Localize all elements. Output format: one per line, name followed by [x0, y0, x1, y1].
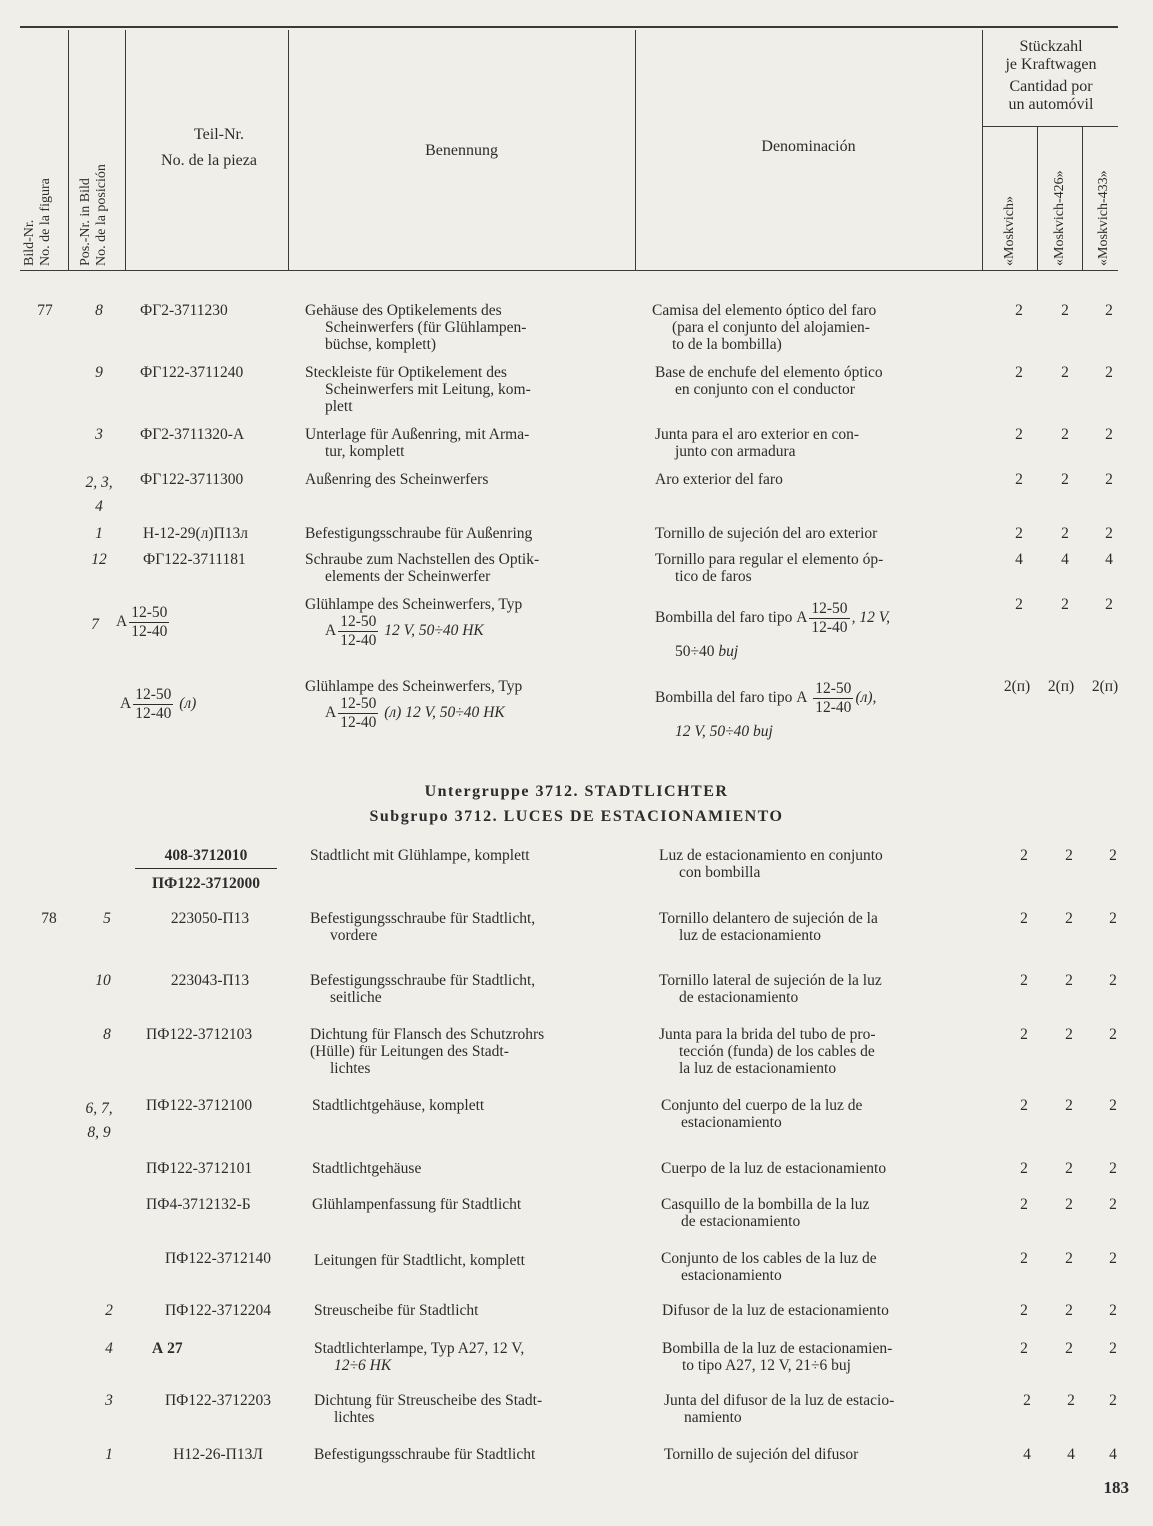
part-number: Н12-26-П13Л [173, 1446, 263, 1463]
qty-moskvich-433: 4 [1109, 1446, 1117, 1463]
description-es: Tornillo lateral de sujeción de la luz de estacionamiento [659, 972, 882, 1006]
part-number: ПФ4-3712132-Б [146, 1196, 251, 1213]
description-de: Glühlampe des Scheinwerfers, Typ А $\frac{12-50}{12-40}$ 12 V, 50÷40 НК [305, 596, 523, 649]
qty-moskvich-426: 2 [1065, 1250, 1073, 1267]
description-es: Bombilla del faro tipo А $\frac{12-50}{12-40}$ (л), 12 V, 50÷40 buj [655, 680, 877, 740]
description-de: Befestigungsschraube für Stadtlicht, vordere [310, 910, 536, 944]
description-de: Befestigungsschraube für Stadtlicht [314, 1446, 536, 1463]
subgroup-title-es: Subgrupo 3712. LUCES DE ESTACIONAMIENTO [369, 808, 784, 825]
description-es: Conjunto del cuerpo de la luz de estacionamiento [661, 1097, 863, 1131]
qty-moskvich: 2 [1020, 1340, 1028, 1357]
part-number: ФГ122-3711181 [143, 551, 246, 568]
description-es: Tornillo de sujeción del aro exterior [655, 525, 878, 542]
description-es: Cuerpo de la luz de estacionamiento [661, 1160, 887, 1177]
description-es: Difusor de la luz de estacionamiento [662, 1302, 889, 1319]
header-divider [1082, 126, 1083, 270]
description-es: Junta para el aro exterior en con- junto con armadura [655, 426, 859, 460]
pos-number: 6, 7, 8, 9 [85, 1100, 113, 1141]
pos-number: 9 [95, 364, 103, 381]
qty-moskvich: 2 [1015, 471, 1023, 488]
part-number: ФГ2-3711230 [140, 302, 228, 319]
description-de: Dichtung für Flansch des Schutzrohrs (Hülle) für Leitungen des Stadt- lichtes [310, 1026, 545, 1077]
description-es: Luz de estacionamiento en conjunto con bombilla [659, 847, 883, 881]
description-es: Camisa del elemento óptico del faro (para el conjunto del alojamien- to de la bombilla) [652, 302, 877, 353]
description-es: Casquillo de la bombilla de la luz de estacionamiento [661, 1196, 870, 1230]
fig-number: 77 [37, 302, 53, 319]
description-de: Streuscheibe für Stadtlicht [314, 1302, 479, 1319]
qty-moskvich-433: 4 [1105, 551, 1113, 568]
pos-number: 5 [103, 910, 111, 927]
qty-moskvich: 2 [1023, 1392, 1031, 1409]
qty-moskvich-433: 2 [1109, 1160, 1117, 1177]
qty-moskvich-433: 2 [1109, 1026, 1117, 1043]
fig-col-header: Bild-Nr. No. de la figura [22, 178, 53, 266]
lamp-type-fraction: $\frac{12-50}{12-40}$ [135, 686, 172, 722]
qty-moskvich: 2 [1020, 847, 1028, 864]
pos-number: 8 [103, 1026, 111, 1043]
description-es: Tornillo para regular el elemento óp- tico de faros [655, 551, 884, 585]
part-number: ПФ122-3712101 [146, 1160, 253, 1177]
page-number: 183 [1103, 1478, 1129, 1497]
qty-moskvich-433: 2 [1109, 1097, 1117, 1114]
qty-moskvich-433: 2 [1105, 364, 1113, 381]
part-number: 223050-П13 [170, 910, 250, 927]
qty-moskvich: 2 [1015, 426, 1023, 443]
qty-moskvich-433: 2 [1109, 1302, 1117, 1319]
qty-moskvich-433: 2 [1109, 1196, 1117, 1213]
qty-moskvich-433: 2 [1105, 426, 1113, 443]
part-number: ПФ122-3712204 [164, 1302, 272, 1319]
description-de: Befestigungsschraube für Stadtlicht, seitliche [310, 972, 536, 1006]
part-number: ФГ122-3711240 [140, 364, 244, 381]
qty-moskvich-426: 2 [1065, 1160, 1073, 1177]
qty-moskvich-433: 2(п) [1091, 678, 1119, 695]
description-es: Conjunto de los cables de la luz de estacionamiento [661, 1250, 877, 1284]
qty-moskvich-426: 2 [1065, 910, 1073, 927]
qty-moskvich-426: 2 [1061, 364, 1069, 381]
fig-number: 78 [41, 910, 57, 927]
description-de: Glühlampenfassung für Stadtlicht [312, 1196, 522, 1213]
pos-number: 1 [95, 525, 103, 542]
description-de: Leitungen für Stadtlicht, komplett [314, 1252, 525, 1269]
description-de: Stadtlichtgehäuse [312, 1160, 422, 1177]
qty-moskvich-433: 2 [1109, 1340, 1117, 1357]
pos-number: 4 [105, 1340, 113, 1357]
qty-moskvich: 2 [1020, 1026, 1028, 1043]
description-de: Gehäuse des Optikelements des Scheinwerfers (für Glühlampen- büchse, komplett) [305, 302, 527, 353]
description-es: Junta para la brida del tubo de pro- tección (funda) de los cables de la luz de estacionamiento [659, 1026, 876, 1077]
qty-moskvich-426: 2 [1065, 847, 1073, 864]
pos-number: 3 [105, 1392, 113, 1409]
pos-number: 10 [95, 972, 111, 989]
qty-moskvich-426: 2 [1061, 471, 1069, 488]
description-es: Junta del difusor de la luz de estacio- namiento [664, 1392, 895, 1426]
qty-moskvich-426: 2(п) [1047, 678, 1075, 695]
part-number: 223043-П13 [170, 972, 250, 989]
part-number: ПФ122-3712100 [146, 1097, 253, 1114]
pos-number: 3 [95, 426, 103, 443]
qty-moskvich: 4 [1015, 551, 1023, 568]
part-number: Н-12-29(л)П13л [143, 525, 249, 542]
pos-number: 2, 3, 4 [85, 474, 113, 515]
pos-col-header: Pos.-Nr. in Bild No. de la posición [78, 164, 109, 266]
header-divider [125, 30, 126, 270]
qty-moskvich-426: 2 [1061, 596, 1069, 613]
part-number: ПФ122-3712203 [164, 1392, 272, 1409]
description-de: Steckleiste für Optikelement des Scheinwerfers mit Leitung, kom- plett [305, 364, 531, 415]
qty-moskvich: 4 [1023, 1446, 1031, 1463]
model-header: «Moskvich» [1002, 196, 1017, 266]
qty-moskvich-426: 2 [1065, 1340, 1073, 1357]
qty-moskvich-433: 2 [1109, 1250, 1117, 1267]
qty-moskvich: 2 [1020, 1302, 1028, 1319]
description-es: Tornillo de sujeción del difusor [664, 1446, 859, 1463]
description-es: Bombilla del faro tipo А $\frac{12-50}{12-40}$ , 12 V, 50÷40 buj [655, 600, 891, 660]
qty-moskvich-426: 2 [1065, 1026, 1073, 1043]
qty-moskvich-426: 2 [1065, 972, 1073, 989]
part-number: 408-3712010 ПФ122-3712000 [135, 847, 277, 892]
qty-moskvich: 2 [1015, 302, 1023, 319]
qty-moskvich-426: 4 [1061, 551, 1069, 568]
description-es: Tornillo delantero de sujeción de la luz de estacionamiento [659, 910, 878, 944]
qty-moskvich: 2 [1020, 1160, 1028, 1177]
qty-moskvich: 2 [1020, 972, 1028, 989]
pos-number: 8 [95, 302, 103, 319]
part-number: ПФ122-3712103 [146, 1026, 253, 1043]
description-es: Base de enchufe del elemento óptico en conjunto con el conductor [655, 364, 883, 398]
description-de: Schraube zum Nachstellen des Optik- elements der Scheinwerfer [305, 551, 540, 585]
qty-moskvich: 2 [1020, 1196, 1028, 1213]
part-number: А 27 [152, 1340, 183, 1357]
part-number: ФГ122-3711300 [140, 471, 244, 488]
description-de: Glühlampe des Scheinwerfers, Typ А $\frac{12-50}{12-40}$ (л) 12 V, 50÷40 НК [305, 678, 523, 731]
qty-moskvich-433: 2 [1109, 910, 1117, 927]
qty-moskvich-426: 2 [1065, 1097, 1073, 1114]
qty-moskvich-426: 4 [1067, 1446, 1075, 1463]
qty-moskvich-433: 2 [1109, 972, 1117, 989]
description-de: Stadtlicht mit Glühlampe, komplett [310, 847, 530, 864]
qty-moskvich-426: 2 [1065, 1196, 1073, 1213]
description-de: Dichtung für Streuscheibe des Stadt- lichtes [314, 1392, 543, 1426]
qty-subheader-rule [982, 126, 1118, 127]
qty-moskvich: 2 [1020, 1097, 1028, 1114]
part-number: ПФ122-3712140 [164, 1250, 272, 1267]
header-divider [1037, 126, 1038, 270]
description-es: Aro exterior del faro [655, 471, 783, 488]
header-top-rule [20, 26, 1118, 28]
pos-number: 1 [105, 1446, 113, 1463]
description-de: Stadtlichtgehäuse, komplett [312, 1097, 485, 1114]
qty-moskvich: 2 [1015, 364, 1023, 381]
qty-moskvich-426: 2 [1061, 302, 1069, 319]
es-col-header: Denominación [761, 138, 856, 155]
lamp-type-fraction: $\frac{12-50}{12-40}$ [131, 604, 168, 640]
qty-moskvich-433: 2 [1105, 596, 1113, 613]
qty-moskvich-426: 2 [1067, 1392, 1075, 1409]
part-number: ФГ2-3711320-А [140, 426, 245, 443]
model-header: «Moskvich-426» [1052, 170, 1067, 266]
qty-moskvich-433: 2 [1109, 1392, 1117, 1409]
qty-moskvich: 2 [1015, 596, 1023, 613]
pos-number: 7 [91, 616, 99, 633]
qty-col-header: Stückzahl je Kraftwagen Cantidad por un automóvil [1005, 38, 1097, 113]
header-divider [982, 30, 983, 270]
qty-moskvich-426: 2 [1061, 525, 1069, 542]
part-col-header: Teil-Nr. No. de la pieza [161, 126, 257, 169]
description-es: Bombilla de la luz de estacionamien- to tipo A27, 12 V, 21÷6 buj [662, 1340, 893, 1374]
qty-moskvich-433: 2 [1105, 471, 1113, 488]
subgroup-title-de: Untergruppe 3712. STADTLICHTER [424, 783, 729, 800]
qty-moskvich-433: 2 [1109, 847, 1117, 864]
qty-moskvich: 2(п) [1003, 678, 1031, 695]
qty-moskvich-426: 2 [1061, 426, 1069, 443]
pos-number: 12 [91, 551, 107, 568]
qty-moskvich: 2 [1015, 525, 1023, 542]
qty-moskvich-433: 2 [1105, 302, 1113, 319]
part-number: А $\frac{12-50}{12-40}$ [116, 604, 168, 640]
description-de: Unterlage für Außenring, mit Arma- tur, komplett [305, 426, 530, 460]
qty-moskvich: 2 [1020, 910, 1028, 927]
pos-number: 2 [105, 1302, 113, 1319]
header-bottom-rule [20, 270, 1118, 271]
description-de: Stadtlichterlampe, Typ A27, 12 V, 12÷6 НК [314, 1340, 525, 1374]
description-de: Befestigungsschraube für Außenring [305, 525, 533, 542]
header-divider [68, 30, 69, 270]
qty-moskvich-433: 2 [1105, 525, 1113, 542]
qty-moskvich: 2 [1020, 1250, 1028, 1267]
qty-moskvich-426: 2 [1065, 1302, 1073, 1319]
de-col-header: Benennung [425, 142, 498, 159]
description-de: Außenring des Scheinwerfers [305, 471, 489, 488]
part-number: А $\frac{12-50}{12-40}$ (л) [120, 686, 197, 722]
model-header: «Moskvich-433» [1096, 170, 1111, 266]
